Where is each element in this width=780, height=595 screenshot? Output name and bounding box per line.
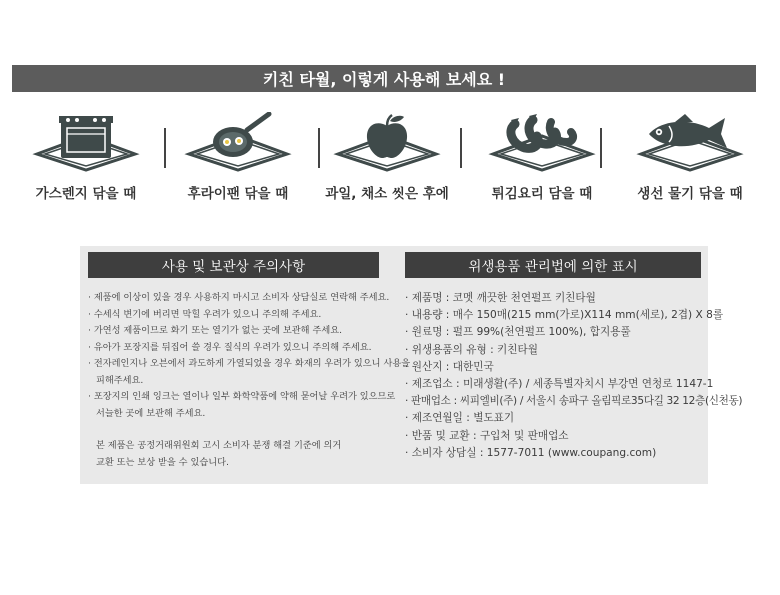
divider [164,128,166,168]
frying-pan-icon [183,112,293,174]
caution-heading-text: 사용 및 보관상 주의사항 [161,259,306,275]
label-info-line: · 제품명 : 코멧 깨끗한 천연펄프 키친타월 [405,292,596,304]
label-info-line: · 판매업소 : 씨피엘비(주) / 서울시 송파구 올림픽로35다길 32 12층(신천동) [405,395,743,408]
caution-note-line: 교환 또는 보상 받을 수 있습니다. [96,456,229,468]
label-info-line: · 반품 및 교환 : 구입처 및 판매업소 [405,429,569,442]
use-item-gas-stove [22,112,150,202]
label-info-list [405,290,743,462]
caution-line: · 유아가 포장지를 뒤집어 쓸 경우 질식의 우려가 있으니 주의해 주세요. [88,341,372,353]
apple-icon [332,112,442,174]
label-info-section [405,252,743,462]
use-label-gas-stove: 가스렌지 닦을 때 [35,186,137,202]
label-info-line: · 제조업소 : 미래생활(주) / 세종특별자치시 부강면 연청로 1147-1 [405,378,714,391]
fried-shrimp-icon [487,112,597,174]
caution-line: · 제품에 이상이 있을 경우 사용하지 마시고 소비자 상담실로 연락해 주세요. [88,292,390,303]
usage-banner-title: 키친 타월, 이렇게 사용해 보세요 ! [262,70,506,89]
use-item-fried-shrimp [478,112,606,202]
label-info-line: · 내용량 : 매수 150매(215 mm(가로)X114 mm(세로), 2겹) X 8롤 [405,309,724,322]
use-label-fish: 생선 물기 닦을 때 [637,186,743,202]
caution-line: 서늘한 곳에 보관해 주세요. [96,407,206,419]
label-info-line: · 제조연월일 : 별도표기 [405,412,515,425]
label-info-heading [405,252,701,278]
caution-line: · 전자레인지나 오븐에서 과도하게 가열되었을 경우 화재의 우려가 있으니 사용을 [88,358,411,369]
divider [318,128,320,168]
label-info-heading-text: 위생용품 관리법에 의한 표시 [468,259,638,275]
info-panel [80,246,743,484]
caution-list [88,290,411,471]
divider [600,128,602,168]
use-label-frying-pan: 후라이팬 닦을 때 [187,186,289,202]
label-info-line: · 원료명 : 펄프 99%(천연펄프 100%), 합지용풀 [405,326,631,339]
divider [460,128,462,168]
fish-icon [635,112,745,174]
label-info-line: · 소비자 상담실 : 1577-7011 (www.coupang.com) [405,446,657,459]
caution-line: · 포장지의 인쇄 잉크는 열이나 일부 화학약품에 약해 묻어날 우려가 있으므로 [88,391,396,402]
caution-line: 피해주세요. [96,374,144,386]
caution-note-line: 본 제품은 공정거래위원회 고시 소비자 분쟁 해결 기준에 의거 [96,440,342,451]
use-item-apple [323,112,451,202]
gas-stove-icon [31,112,141,174]
caution-section [88,252,411,471]
caution-heading [88,252,379,278]
use-item-frying-pan [174,112,302,202]
caution-line: · 가연성 제품이므로 화기 또는 열기가 없는 곳에 보관해 주세요. [88,325,343,336]
usage-icons-row [20,112,760,222]
label-info-line: · 위생용품의 유형 : 키친타월 [405,343,538,356]
usage-banner [12,65,756,92]
caution-line: · 수세식 변기에 버리면 막힐 우려가 있으니 주의해 주세요. [88,308,322,320]
use-label-fried-shrimp: 튀김요리 담을 때 [491,186,593,202]
use-label-apple: 과일, 채소 씻은 후에 [325,186,449,202]
label-info-line: · 원산지 : 대한민국 [405,360,494,373]
use-item-fish [626,112,754,202]
